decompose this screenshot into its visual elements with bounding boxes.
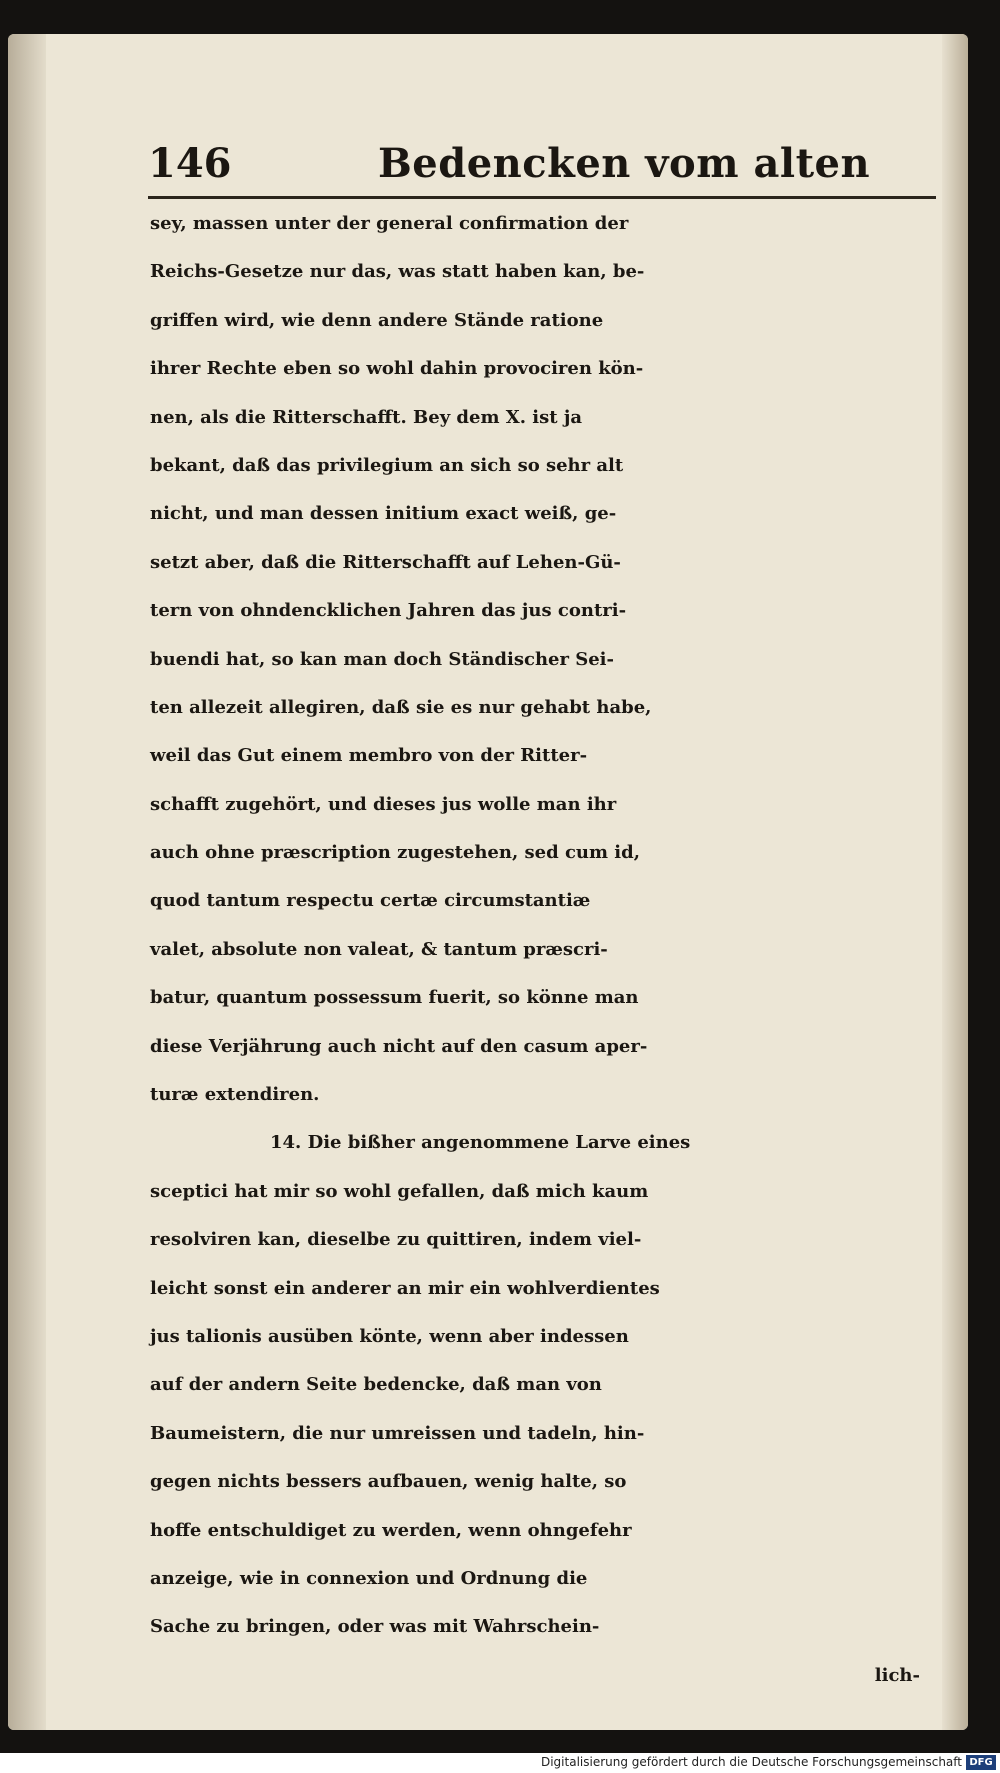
text-line: leicht sonst ein anderer an mir ein wohlverdientes	[150, 1277, 660, 1299]
text-line: tern von ohndencklichen Jahren das jus contri-	[150, 600, 627, 622]
text-line: nen, als die Ritterschafft. Bey dem X. ist ja	[150, 406, 582, 428]
text-line: buendi hat, so kan man doch Ständischer Sei-	[150, 648, 614, 670]
text-line: setzt aber, daß die Ritterschafft auf Lehen-Gü-	[150, 551, 621, 573]
text-line: weil das Gut einem membro von der Ritter-	[150, 745, 588, 767]
dfg-logo-icon: DFG	[966, 1755, 996, 1770]
text-line: auf der andern Seite bedencke, daß man von	[150, 1374, 602, 1396]
text-line: quod tantum respectu certæ circumstantiæ	[150, 890, 591, 912]
page-gutter	[8, 34, 46, 1730]
running-head: Bedencken vom alten	[378, 140, 871, 187]
text-line: anzeige, wie in connexion und Ordnung die	[150, 1567, 588, 1589]
header-rule	[148, 196, 936, 199]
text-line: hoffe entschuldiget zu werden, wenn ohngefehr	[150, 1519, 632, 1541]
text-line: auch ohne præscription zugestehen, sed cum id,	[150, 842, 640, 864]
text-line: sceptici hat mir so wohl gefallen, daß mich kaum	[150, 1180, 649, 1202]
text-line: nicht, und man dessen initium exact weiß, ge-	[150, 503, 617, 525]
text-line: ten allezeit allegiren, daß sie es nur gehabt habe,	[150, 696, 652, 718]
catchword: lich-	[874, 1664, 920, 1686]
text-line: schafft zugehört, und dieses jus wolle man ihr	[150, 793, 617, 815]
text-line: ihrer Rechte eben so wohl dahin provociren kön-	[150, 358, 644, 380]
funding-credit: Digitalisierung gefördert durch die Deutsche Forschungsgemeinschaft	[540, 1755, 962, 1769]
text-line: gegen nichts bessers aufbauen, wenig halte, so	[150, 1471, 627, 1493]
page-number: 146	[148, 140, 232, 187]
text-line: Sache zu bringen, oder was mit Wahrschein-	[150, 1616, 600, 1638]
text-line: bekant, daß das privilegium an sich so sehr alt	[150, 454, 624, 476]
text-line: griffen wird, wie denn andere Stände ratione	[150, 309, 604, 331]
text-line: Baumeistern, die nur umreissen und tadeln, hin-	[150, 1422, 645, 1444]
text-line: resolviren kan, dieselbe zu quittiren, indem viel-	[150, 1229, 642, 1251]
paragraph-start-line: 14. Die bißher angenommene Larve eines	[270, 1132, 691, 1154]
text-line: batur, quantum possessum fuerit, so könne man	[150, 987, 639, 1009]
text-line: diese Verjährung auch nicht auf den casum aper-	[150, 1035, 648, 1057]
digitization-footer	[0, 1753, 1000, 1773]
text-line: turæ extendiren.	[150, 1084, 320, 1106]
text-line: jus talionis ausüben könte, wenn aber indessen	[150, 1325, 629, 1347]
text-line: Reichs-Gesetze nur das, was statt haben kan, be-	[150, 261, 645, 283]
text-line: sey, massen unter der general confirmation der	[150, 213, 629, 234]
body-text	[150, 200, 950, 1700]
text-line: valet, absolute non valeat, & tantum præscri-	[150, 938, 608, 960]
page-header	[148, 140, 938, 200]
